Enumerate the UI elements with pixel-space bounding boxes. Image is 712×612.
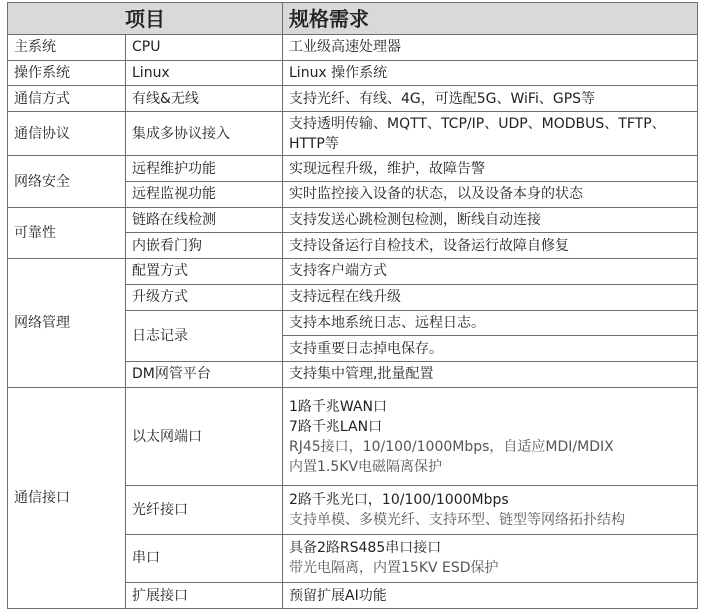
spec-line: 7路千兆LAN口 [289,418,383,435]
table-header-row [8,3,698,35]
category-cell: 主系统 [8,35,126,61]
spec-cell: 支持设备运行自检技术，设备运行故障自修复 [283,233,698,259]
item-cell: 日志记录 [126,310,283,361]
item-cell: 链路在线检测 [126,207,283,233]
category-cell: 通信接口 [8,387,126,608]
spec-line: 支持单模、多模光纤、支持环型、链型等网络拓扑结构 [289,512,625,529]
spec-cell: 实时监控接入设备的状态，以及设备本身的状态 [283,182,698,208]
spec-cell [283,534,698,582]
item-cell: 串口 [126,534,283,582]
category-cell: 网络安全 [8,156,126,207]
item-cell: DM网管平台 [126,361,283,387]
item-cell: 以太网端口 [126,387,283,486]
spec-line: RJ45接口，10/100/1000Mbps，自适应MDI/MDIX [289,438,614,455]
table-row [8,35,698,61]
spec-line: 1路千兆WAN口 [289,398,388,415]
category-cell: 网络管理 [8,259,126,388]
spec-cell: 预留扩展AI功能 [283,583,698,609]
table-row [8,86,698,112]
spec-line: 内置1.5KV电磁隔离保护 [289,458,443,475]
spec-cell: 支持远程在线升级 [283,284,698,310]
table-row [8,156,698,182]
item-cell: 远程监视功能 [126,182,283,208]
table-row [8,60,698,86]
item-cell: 扩展接口 [126,583,283,609]
item-cell: 配置方式 [126,259,283,285]
item-cell: 集成多协议接入 [126,112,283,156]
spec-cell [283,387,698,486]
spec-cell: 支持发送心跳检测包检测，断线自动连接 [283,207,698,233]
spec-cell: Linux 操作系统 [283,60,698,86]
spec-cell: 实现远程升级，维护，故障告警 [283,156,698,182]
category-cell: 通信协议 [8,112,126,156]
item-cell: 内嵌看门狗 [126,233,283,259]
category-cell: 操作系统 [8,60,126,86]
item-cell: CPU [126,35,283,61]
table-row [8,259,698,285]
table-row [8,207,698,233]
spec-cell: 工业级高速处理器 [283,35,698,61]
spec-cell: 支持重要日志掉电保存。 [283,336,698,362]
spec-line: HTTP等 [289,135,339,152]
item-cell: Linux [126,60,283,86]
category-cell: 通信方式 [8,86,126,112]
item-cell: 有线&无线 [126,86,283,112]
spec-cell [283,486,698,534]
spec-line: 具备2路RS485串口接口 [289,540,442,557]
header-item: 项目 [8,3,283,35]
table-row [8,112,698,156]
spec-table [7,2,698,609]
spec-cell: 支持光纤、有线、4G，可选配5G、WiFi、GPS等 [283,86,698,112]
item-cell: 升级方式 [126,284,283,310]
item-cell: 远程维护功能 [126,156,283,182]
spec-line: 带光电隔离，内置15KV ESD保护 [289,560,499,577]
category-cell: 可靠性 [8,207,126,258]
spec-cell: 支持客户端方式 [283,259,698,285]
spec-cell: 支持本地系统日志、远程日志。 [283,310,698,336]
spec-line: 支持透明传输、MQTT、TCP/IP、UDP、MODBUS、TFTP、 [289,115,666,132]
table-row [8,387,698,486]
header-spec: 规格需求 [283,3,698,35]
item-cell: 光纤接口 [126,486,283,534]
spec-cell: 支持集中管理,批量配置 [283,361,698,387]
spec-cell [283,112,698,156]
spec-line: 2路千兆光口，10/100/1000Mbps [289,492,509,509]
